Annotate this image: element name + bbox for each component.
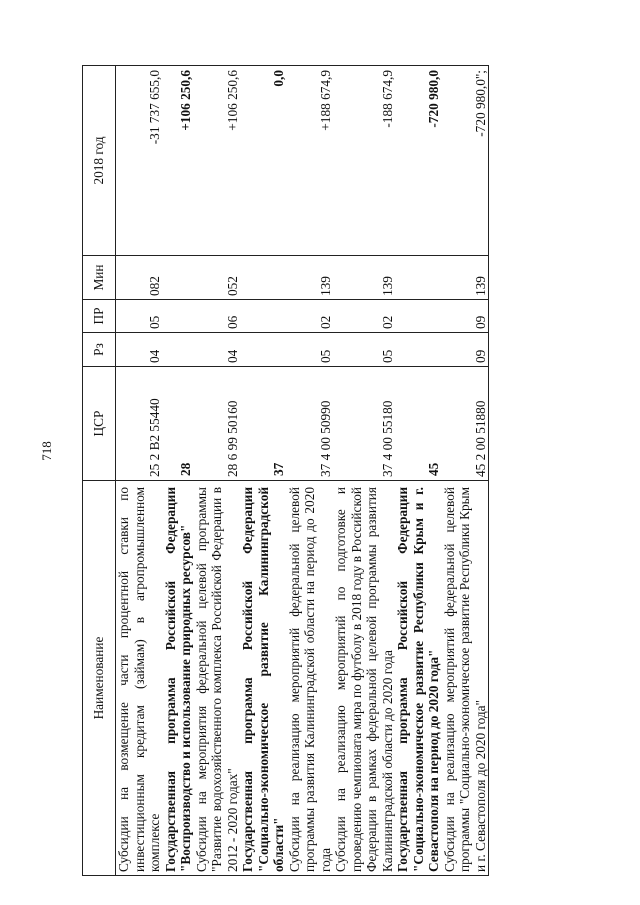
- row-name: [395, 481, 442, 876]
- row-pr: [240, 300, 287, 333]
- row-rz: 05: [287, 333, 334, 367]
- row-csr: 25 2 В2 55440: [116, 367, 163, 481]
- row-rz: 05: [333, 333, 395, 367]
- header-rz: Рз: [83, 333, 116, 367]
- row-min: 052: [194, 256, 241, 300]
- table-row: [116, 66, 163, 876]
- row-csr: 37 4 00 55180: [333, 367, 395, 481]
- row-rz: 04: [194, 333, 241, 367]
- row-name: [194, 481, 241, 876]
- row-rz: [240, 333, 287, 367]
- row-value: -31 737 655,0: [116, 66, 163, 256]
- budget-table: [82, 65, 489, 876]
- row-csr: 28: [163, 367, 194, 481]
- header-csr: ЦСР: [83, 367, 116, 481]
- row-min: 082: [116, 256, 163, 300]
- table-row: [287, 66, 334, 876]
- header-year: 2018 год: [83, 66, 116, 256]
- row-csr: 37: [240, 367, 287, 481]
- row-csr: 45 2 00 51880: [442, 367, 489, 481]
- row-pr: 09: [442, 300, 489, 333]
- row-value: +106 250,6: [163, 66, 194, 256]
- row-rz: [395, 333, 442, 367]
- header-name: Наименование: [83, 481, 116, 876]
- row-name: [163, 481, 194, 876]
- row-name-text: Субсидии на возмещение части процентной ставки по инвестиционным кредитам (займам) в агропромышленном комплексе: [116, 487, 162, 872]
- row-value: -720 980,0";: [442, 66, 489, 256]
- row-name-text: Государственная программа Российской Федерации "Социально-экономическое развитие Калининградской области": [240, 487, 286, 872]
- row-min: [240, 256, 287, 300]
- row-min: 139: [333, 256, 395, 300]
- row-pr: 05: [116, 300, 163, 333]
- table-row: [395, 66, 442, 876]
- row-value: +106 250,6: [194, 66, 241, 256]
- row-pr: 02: [333, 300, 395, 333]
- row-rz: 04: [116, 333, 163, 367]
- table-row: [442, 66, 489, 876]
- row-name: [287, 481, 334, 876]
- row-rz: [163, 333, 194, 367]
- row-name-text: Субсидии на мероприятия федеральной целевой программы "Развитие водохозяйственного комплекса Российской Федерации в 2012 - 2020 годах": [193, 487, 240, 872]
- row-name-text: Субсидии на реализацию мероприятий федеральной целевой программы "Социально-экономическое развитие Республики Крым и г. Севастополя до 2020 года": [441, 487, 488, 872]
- table-row: [240, 66, 287, 876]
- row-value: -720 980,0: [395, 66, 442, 256]
- row-min: 139: [442, 256, 489, 300]
- row-csr: 45: [395, 367, 442, 481]
- table-row: [163, 66, 194, 876]
- row-name-text: Государственная программа Российской Федерации "Воспроизводство и использование природных ресурсов": [162, 487, 193, 872]
- row-name: [116, 481, 163, 876]
- page-number: 718: [39, 441, 54, 461]
- row-name: [442, 481, 489, 876]
- rotated-table-container: [82, 66, 582, 876]
- row-pr: 06: [194, 300, 241, 333]
- row-csr: 37 4 00 50990: [287, 367, 334, 481]
- row-pr: [395, 300, 442, 333]
- row-value: +188 674,9: [287, 66, 334, 256]
- row-name-text: Государственная программа Российской Федерации "Социально-экономическое развитие Республики Крым и г. Севастополя на период до 2020 года": [395, 487, 441, 872]
- row-csr: 28 6 99 50160: [194, 367, 241, 481]
- row-name-text: Субсидии на реализацию мероприятий федеральной целевой программы развития Калининградской области на период до 2020 года: [286, 487, 333, 872]
- row-rz: 09: [442, 333, 489, 367]
- row-value: -188 674,9: [333, 66, 395, 256]
- row-min: [395, 256, 442, 300]
- table-header-row: [83, 66, 116, 876]
- header-min: Мин: [83, 256, 116, 300]
- row-name-text: Субсидии на реализацию мероприятий по подготовке и проведению чемпионата мира по футболу в 2018 году в Российской Федерации в рамках федеральной целевой программы развития Калининградской области до 2020 года: [333, 487, 395, 872]
- row-name: [240, 481, 287, 876]
- table-row: [333, 66, 395, 876]
- row-min: 139: [287, 256, 334, 300]
- row-value: 0,0: [240, 66, 287, 256]
- table-row: [194, 66, 241, 876]
- row-pr: 02: [287, 300, 334, 333]
- row-pr: [163, 300, 194, 333]
- row-name: [333, 481, 395, 876]
- row-min: [163, 256, 194, 300]
- header-pr: ПР: [83, 300, 116, 333]
